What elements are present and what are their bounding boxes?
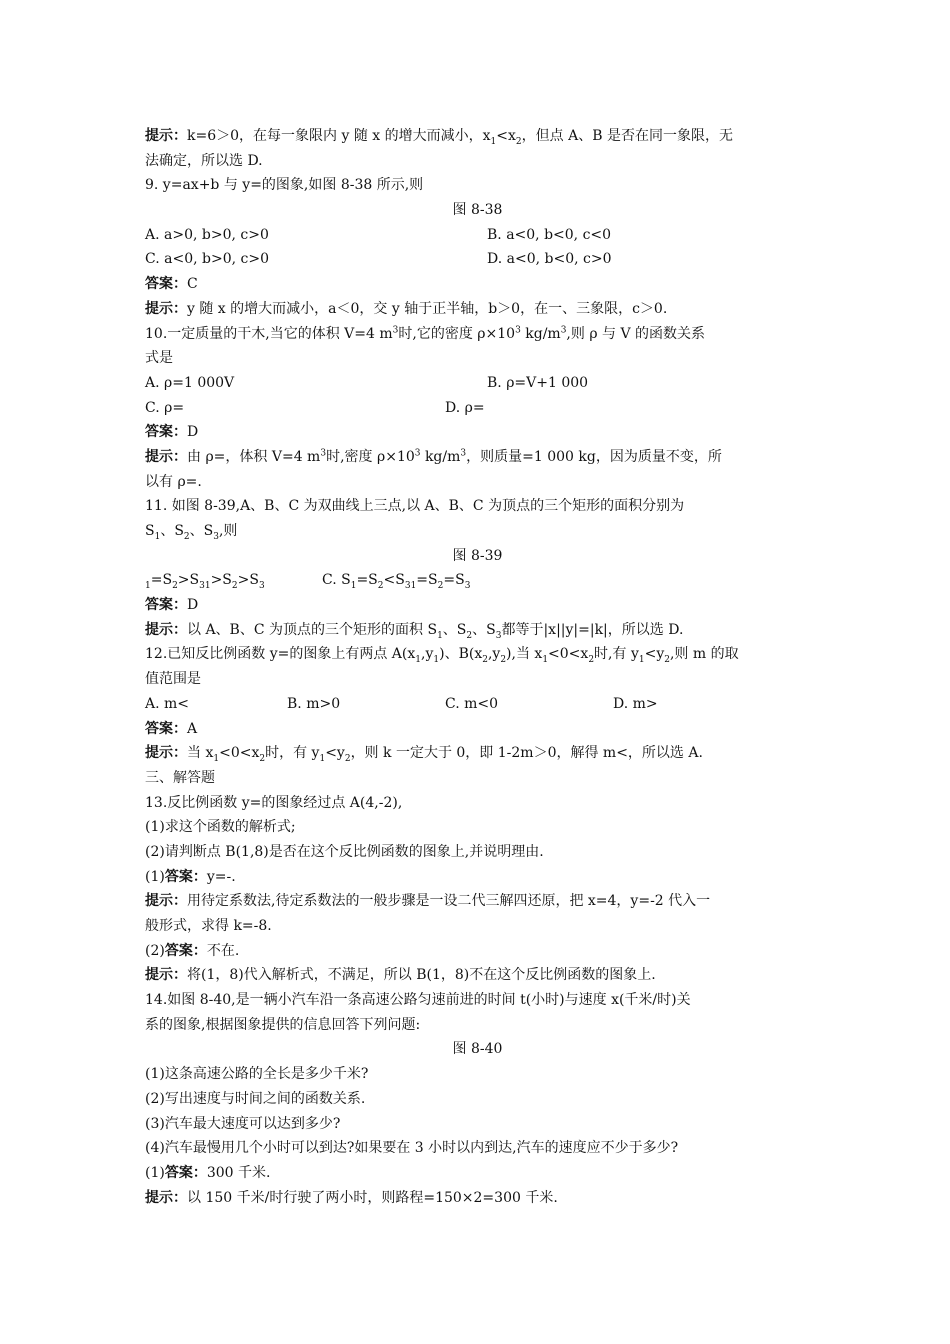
question-12: 12.已知反比例函数 y=的图象上有两点 $A(x_1,y_1)$、$B(x_2,y_2)$,当 $x_1<0<x_2$时,有 $y_1<y_2$,则 m 的取 [145,646,739,666]
question-13-part-1: (1)求这个函数的解析式; [145,819,296,836]
hint-13-1-cont: 般形式，求得 k=-8. [145,918,272,934]
hint-14-1: 提示：以 150 千米/时行驶了两小时，则路程=150×2=300 千米. [145,1189,558,1206]
answer-10: 答案：D [145,424,199,441]
q10-option-b: B. ρ=V+1 000 [487,374,589,391]
hint-9: 提示：y 随 x 的增大而减小，a＜0，交 y 轴于正半轴，b＞0，在一、三象限，c＞0. [145,300,668,317]
q12-options-row [145,692,810,717]
q10-options-row-2 [145,396,810,421]
q11-option-c: C. $S_1=S_2<S_{31}=S_2=S_3$ [322,572,471,592]
hint-12: 提示：当 $x_1<0<x_2$时，有 $y_1<y_2$，则 k 一定大于 0，即 1-2m＞0，解得 m<，所以选 A. [145,745,703,764]
q10-option-d: D. ρ= [445,399,485,416]
question-14-part-3: (3)汽车最大速度可以达到多少? [145,1115,341,1132]
question-10: 10.一定质量的干木,当它的体积 V=4 $m^3$时,它的密度 $\rho\times 10^3$ $kg/m^3$,则 ρ 与 V 的函数关系 [145,324,706,342]
hint-10: 提示：由 ρ=，体积 V=4 $m^3$时,密度 $\rho\times 10^3$ $kg/m^3$，则质量=1 000 kg，因为质量不变，所 [145,448,722,465]
q9-options-row-2 [145,247,810,272]
q9-option-b: B. a<0, b<0, c<0 [487,226,612,243]
q9-option-a: A. a>0, b>0, c>0 [145,226,269,243]
document-page [145,124,810,1210]
q10-option-a: A. ρ=1 000V [145,374,235,391]
q9-option-c: C. a<0, b>0, c>0 [145,251,269,268]
answer-9: 答案：C [145,276,198,293]
hint-8: 提示：k=6＞0，在每一象限内 y 随 x 的增大而减小，$x_1<x_2$，但点 A、B 是否在同一象限，无 [145,128,733,147]
hint-8-cont: 法确定，所以选 D. [145,152,263,169]
question-13: 13.反比例函数 y=的图象经过点 A(4,-2), [145,794,403,811]
hint-10-cont: 以有 ρ=. [145,473,202,490]
answer-11: 答案：D [145,597,199,614]
q12-option-a: A. m< [145,695,190,712]
q11-options-row [145,568,810,593]
question-14: 14.如图 8-40,是一辆小汽车沿一条高速公路匀速前进的时间 t(小时)与速度 x(千米/时)关 [145,992,691,1009]
question-14-part-4: (4)汽车最慢用几个小时可以到达?如果要在 3 小时以内到达,汽车的速度应不少于多少? [145,1140,679,1157]
answer-13-1: (1)答案：y=-. [145,868,236,885]
answer-13-2: (2)答案：不在. [145,942,240,959]
q9-option-d: D. a<0, b<0, c>0 [487,251,612,268]
q11-option-partial: $_1=S_2>S_{31}>S_2>S_3$ [145,572,265,592]
hint-13-2: 提示：将(1，8)代入解析式，不满足，所以 B(1，8)不在这个反比例函数的图象上. [145,967,656,984]
q12-option-b: B. m>0 [287,695,341,712]
q10-options-row-1 [145,371,810,396]
question-9: 9. y=ax+b 与 y=的图象,如图 8-38 所示,则 [145,177,424,194]
question-14-part-1: (1)这条高速公路的全长是多少千米? [145,1066,369,1083]
question-14-part-2: (2)写出速度与时间之间的函数关系. [145,1090,366,1107]
question-13-part-2: (2)请判断点 B(1,8)是否在这个反比例函数的图象上,并说明理由. [145,843,544,860]
figure-caption-8-39: 图 8-39 [452,547,503,564]
q12-option-c: C. m<0 [445,695,499,712]
hint-13-1: 提示：用待定系数法,待定系数法的一般步骤是一设二代三解四还原，把 x=4，y=-2 代入一 [145,893,711,910]
answer-12: 答案：A [145,720,198,737]
q9-options-row-1 [145,223,810,248]
q10-option-c: C. ρ= [145,399,185,416]
hint-11: 提示：以 A、B、C 为顶点的三个矩形的面积 $S_1$、$S_2$、$S_3$都等于|x||y|=|k|，所以选 D. [145,621,684,641]
answer-14-1: (1)答案：300 千米. [145,1164,271,1181]
question-10-cont: 式是 [145,350,173,367]
figure-caption-8-40: 图 8-40 [452,1041,503,1058]
question-11-cont: $S_1$、$S_2$、$S_3$,则 [145,523,238,542]
question-12-cont: 值范围是 [145,671,201,688]
section-heading-3: 三、解答题 [145,769,215,786]
q12-option-d: D. m> [613,695,658,712]
figure-caption-8-38: 图 8-38 [452,202,503,219]
question-11: 11. 如图 8-39,A、B、C 为双曲线上三点,以 A、B、C 为顶点的三个矩形的面积分别为 [145,498,685,515]
question-14-cont: 系的图象,根据图象提供的信息回答下列问题: [145,1016,421,1033]
